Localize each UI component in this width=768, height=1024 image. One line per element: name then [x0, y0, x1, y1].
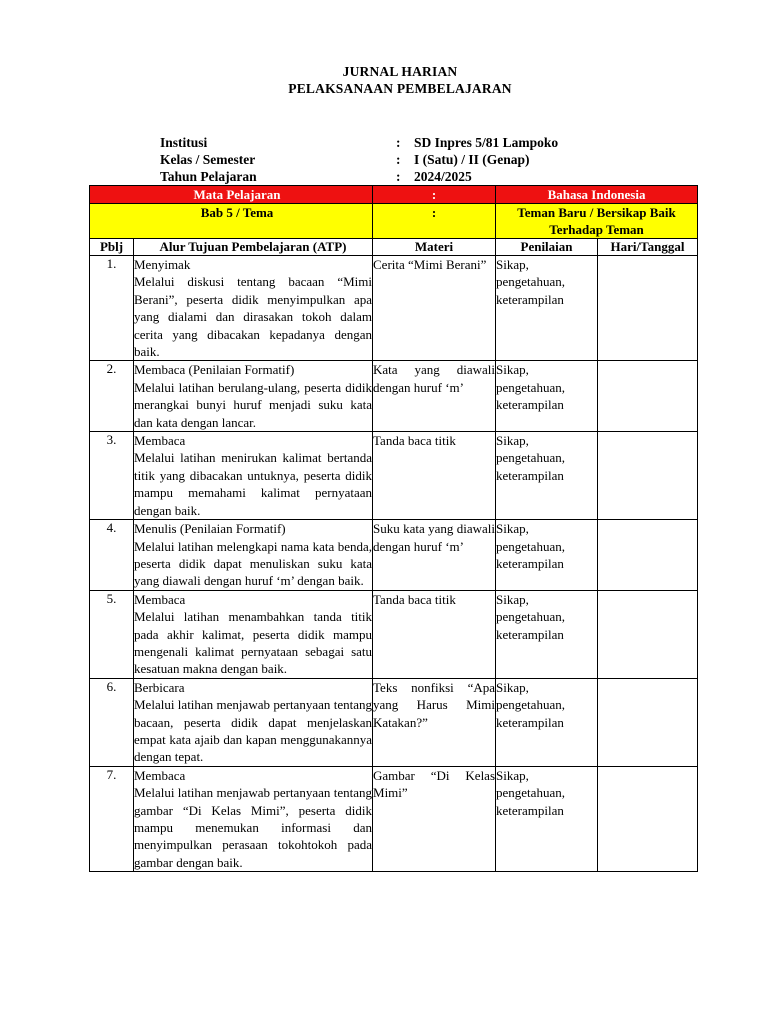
- header-atp: Alur Tujuan Pembelajaran (ATP): [134, 239, 373, 256]
- row-number: 7.: [90, 766, 134, 871]
- atp-cell: [134, 520, 373, 591]
- theme-label: Bab 5 / Tema: [90, 204, 373, 239]
- atp-cell: [134, 432, 373, 520]
- date-cell[interactable]: [598, 678, 698, 766]
- materi-cell: Kata yang diawali dengan huruf ‘m’: [373, 361, 496, 432]
- row-number: 3.: [90, 432, 134, 520]
- activity-type: Membaca: [134, 767, 186, 783]
- document-title: JURNAL HARIAN: [342, 64, 458, 79]
- date-cell[interactable]: [598, 256, 698, 361]
- theme-colon: :: [373, 204, 496, 239]
- activity-type: Membaca: [134, 433, 186, 449]
- theme-band: [90, 204, 698, 239]
- subject-colon: :: [373, 186, 496, 204]
- activity-description: Melalui latihan menjawab pertanyaan tentang gambar “Di Kelas Mimi”, peserta didik mampu menemukan informasi dan menyimpulkan perasaan tokohtokoh pada gambar dengan baik.: [134, 785, 373, 870]
- header-no: Pblj: [90, 239, 134, 256]
- atp-cell: [134, 590, 373, 678]
- activity-description: Melalui latihan menjawab pertanyaan tentang bacaan, peserta didik dapat menjelaskan empat kata ajaib dan kapan menggunakannya dengan tepat.: [134, 697, 373, 765]
- journal-table: [89, 185, 698, 872]
- theme-value: Teman Baru / Bersikap Baik Terhadap Teman: [496, 204, 698, 239]
- date-cell[interactable]: [598, 520, 698, 591]
- table-row: [90, 766, 698, 871]
- materi-cell: Tanda baca titik: [373, 432, 496, 520]
- meta-colon: :: [396, 152, 401, 167]
- materi-cell: Suku kata yang diawali dengan huruf ‘m’: [373, 520, 496, 591]
- penilaian-cell: Sikap, pengetahuan, keterampilan: [496, 256, 598, 361]
- activity-description: Melalui latihan berulang-ulang, peserta didik merangkai bunyi huruf menjadi suku kata dan kata dengan lancar.: [134, 379, 373, 430]
- meta-colon: :: [396, 135, 401, 150]
- penilaian-cell: Sikap, pengetahuan, keterampilan: [496, 590, 598, 678]
- table-row: [90, 678, 698, 766]
- table-row: [90, 520, 698, 591]
- materi-cell: Teks nonfiksi “Apa yang Harus Mimi Katakan?”: [373, 678, 496, 766]
- meta-label: Tahun Pelajaran: [160, 169, 257, 184]
- meta-label: Institusi: [160, 135, 208, 150]
- meta-value: 2024/2025: [414, 169, 472, 184]
- row-number: 6.: [90, 678, 134, 766]
- penilaian-cell: Sikap, pengetahuan, keterampilan: [496, 432, 598, 520]
- row-number: 5.: [90, 590, 134, 678]
- materi-cell: Tanda baca titik: [373, 590, 496, 678]
- table-row: [90, 432, 698, 520]
- meta-value: I (Satu) / II (Genap): [414, 152, 530, 167]
- row-number: 1.: [90, 256, 134, 361]
- activity-description: Melalui diskusi tentang bacaan “Mimi Berani”, peserta didik menyimpulkan apa yang dialami dan dirasakan tokoh dalam cerita yang dibacakan kepadanya dengan baik.: [134, 274, 373, 360]
- date-cell[interactable]: [598, 432, 698, 520]
- row-number: 2.: [90, 361, 134, 432]
- subject-label: Mata Pelajaran: [90, 186, 373, 204]
- date-cell[interactable]: [598, 361, 698, 432]
- meta-colon: :: [396, 169, 401, 184]
- materi-cell: Gambar “Di Kelas Mimi”: [373, 766, 496, 871]
- table-header-row: [90, 239, 698, 256]
- atp-cell: [134, 256, 373, 361]
- activity-type: Membaca: [134, 591, 186, 607]
- header-tanggal: Hari/Tanggal: [598, 239, 698, 256]
- penilaian-cell: Sikap, pengetahuan, keterampilan: [496, 520, 598, 591]
- document-subtitle: PELAKSANAAN PEMBELAJARAN: [288, 81, 512, 96]
- materi-cell: Cerita “Mimi Berani”: [373, 256, 496, 361]
- atp-cell: [134, 766, 373, 871]
- penilaian-cell: Sikap, pengetahuan, keterampilan: [496, 361, 598, 432]
- atp-cell: [134, 678, 373, 766]
- activity-description: Melalui latihan menirukan kalimat bertanda titik yang dibacakan untuknya, peserta didik mampu memahami kalimat pernyataan dengan baik.: [134, 450, 373, 518]
- atp-cell: [134, 361, 373, 432]
- meta-label: Kelas / Semester: [160, 152, 256, 167]
- activity-type: Menulis (Penilaian Formatif): [134, 521, 286, 537]
- subject-value: Bahasa Indonesia: [496, 186, 698, 204]
- meta-value: SD Inpres 5/81 Lampoko: [414, 135, 559, 150]
- activity-description: Melalui latihan melengkapi nama kata benda, peserta didik dapat menuliskan suku kata yang diawali dengan huruf ‘m’ dengan baik.: [134, 538, 373, 589]
- table-row: [90, 361, 698, 432]
- activity-type: Menyimak: [134, 257, 191, 272]
- activity-type: Berbicara: [134, 679, 185, 695]
- row-number: 4.: [90, 520, 134, 591]
- date-cell[interactable]: [598, 590, 698, 678]
- header-materi: Materi: [373, 239, 496, 256]
- table-row: [90, 590, 698, 678]
- subject-band: [90, 186, 698, 204]
- table-row: [90, 256, 698, 361]
- penilaian-cell: Sikap, pengetahuan, keterampilan: [496, 678, 598, 766]
- activity-description: Melalui latihan menambahkan tanda titik pada akhir kalimat, peserta didik mampu mengenali kalimat pernyataan sebagai satu kesatuan makna dengan baik.: [134, 609, 373, 677]
- penilaian-cell: Sikap, pengetahuan, keterampilan: [496, 766, 598, 871]
- date-cell[interactable]: [598, 766, 698, 871]
- header-penilaian: Penilaian: [496, 239, 598, 256]
- activity-type: Membaca (Penilaian Formatif): [134, 362, 295, 378]
